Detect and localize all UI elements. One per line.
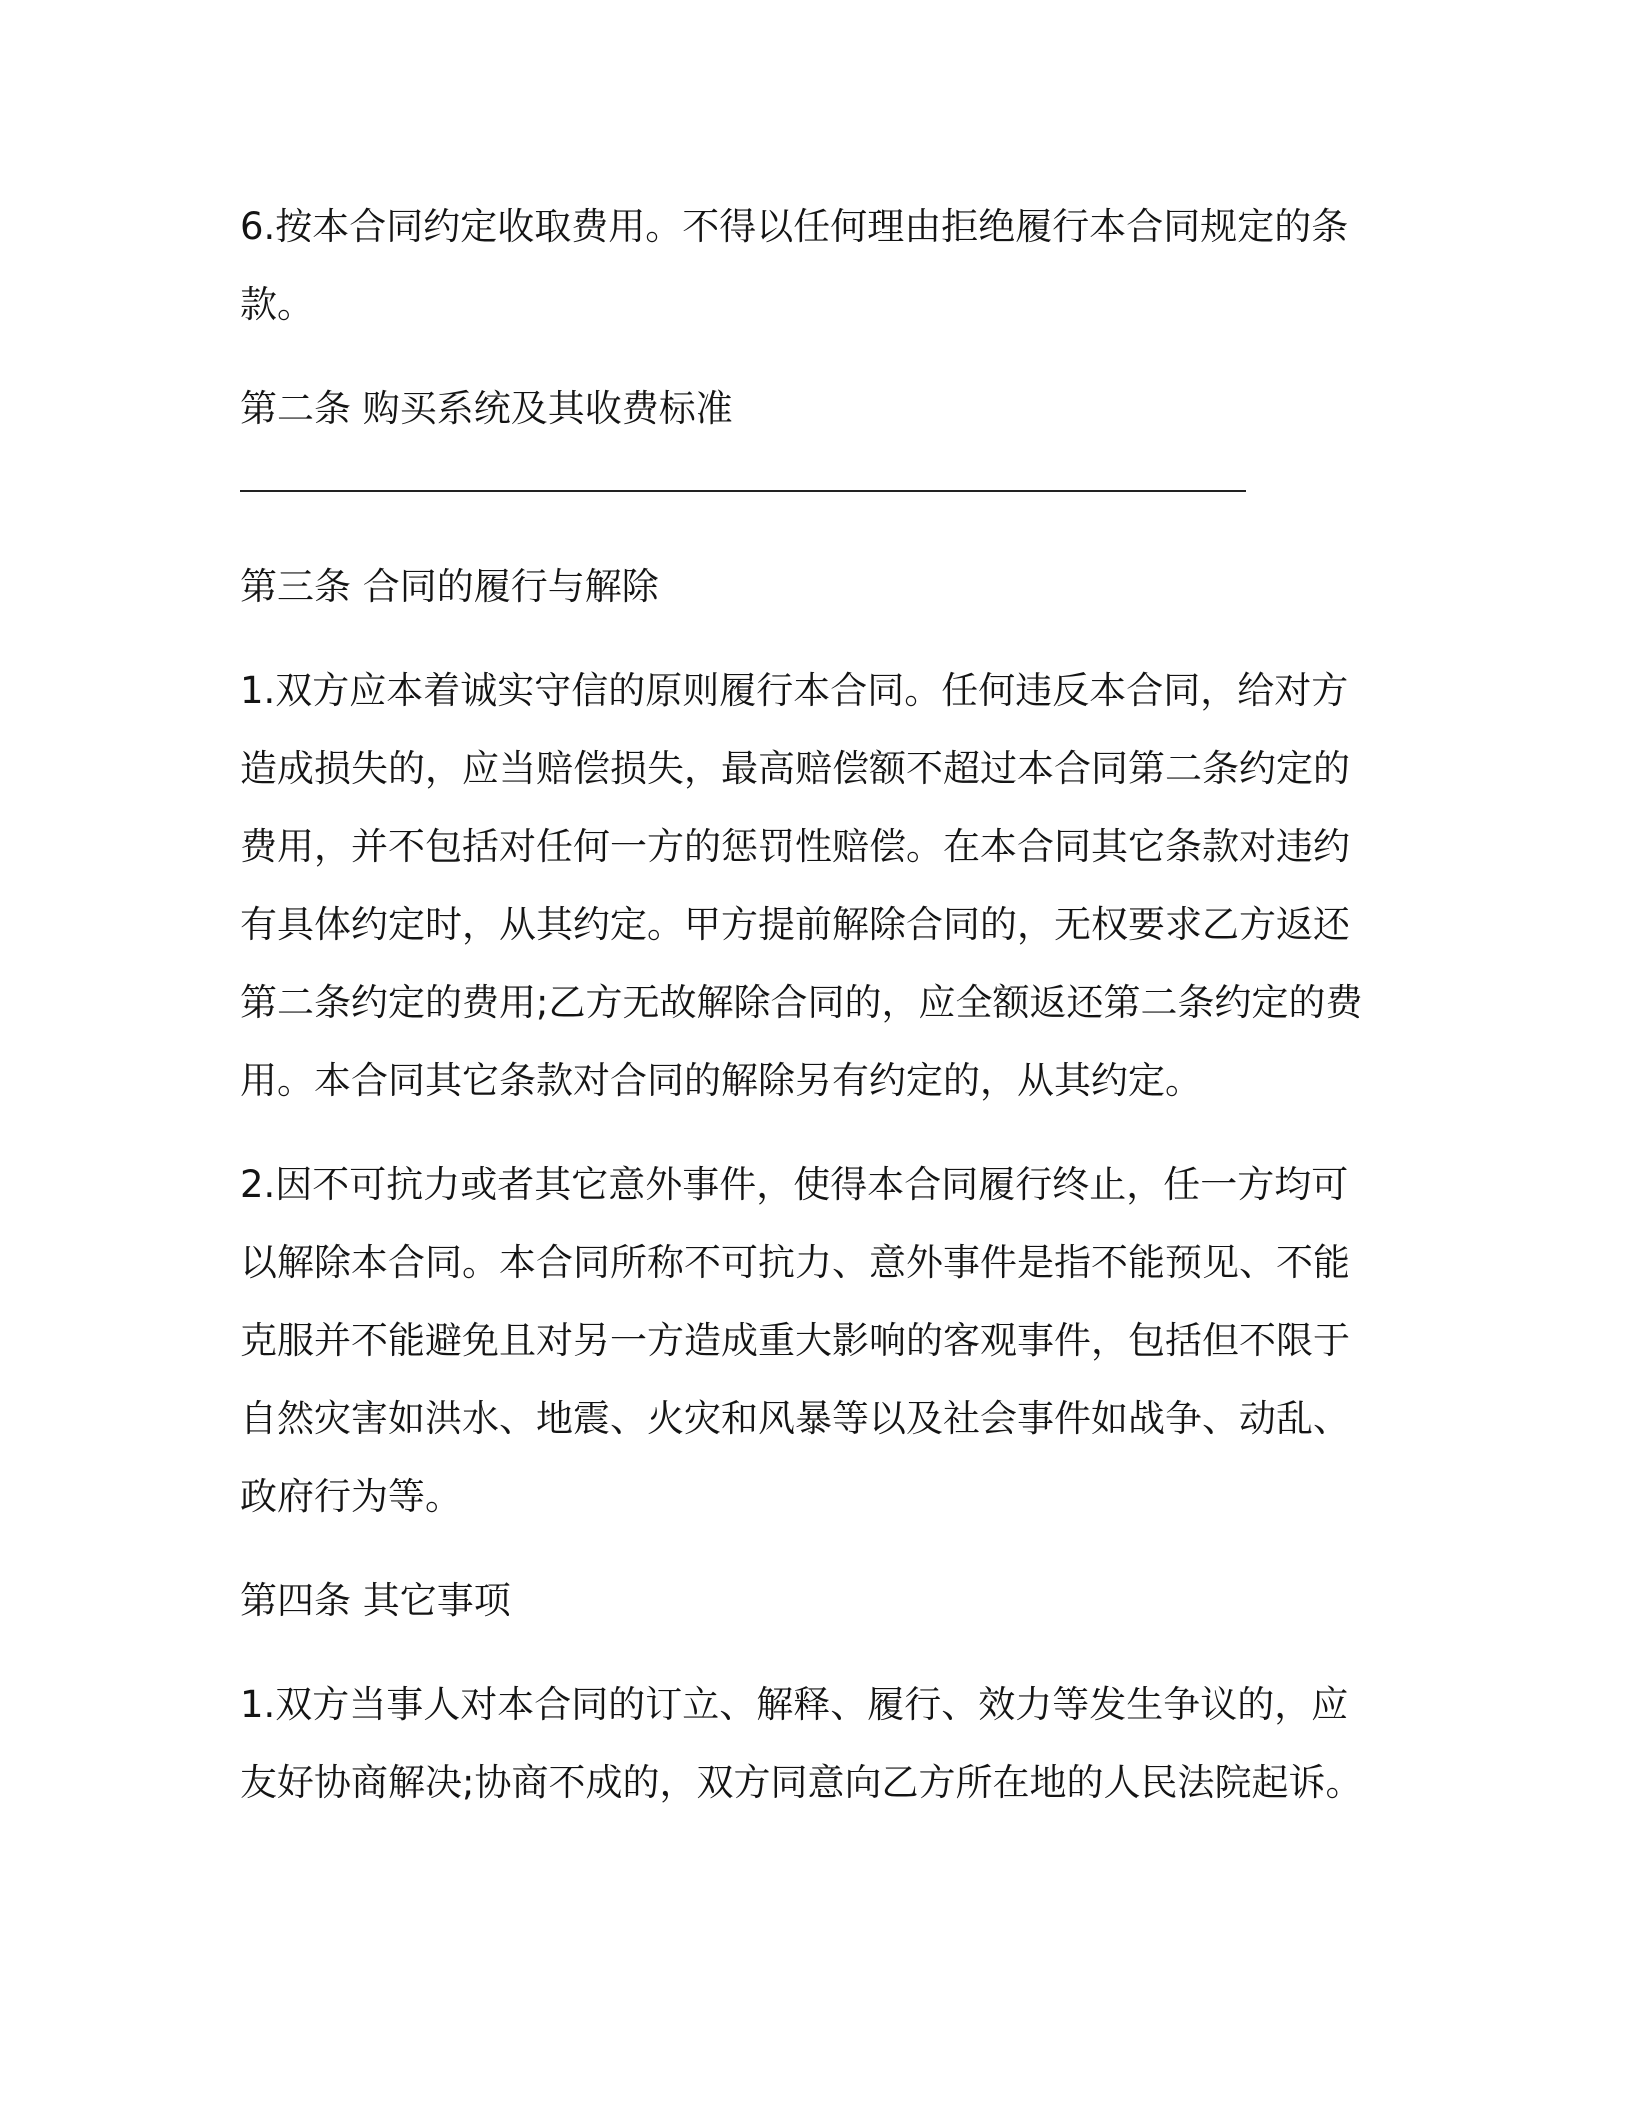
article-2-heading: 第二条 购买系统及其收费标准 [240, 387, 733, 430]
clause-6-paragraph: 6.按本合同约定收取费用。不得以任何理由拒绝履行本合同规定的条款。 [240, 205, 1349, 326]
article-4-item-1: 1.双方当事人对本合同的订立、解释、履行、效力等发生争议的，应友好协商解决;协商不成的，双方同意向乙方所在地的人民法院起诉。 [240, 1683, 1363, 1804]
article-3-heading: 第三条 合同的履行与解除 [240, 565, 659, 608]
fill-in-blank-line [240, 490, 1246, 492]
article-3-item-2: 2.因不可抗力或者其它意外事件，使得本合同履行终止，任一方均可以解除本合同。本合同所称不可抗力、意外事件是指不能预见、不能克服并不能避免且对另一方造成重大影响的客观事件，包括但不限于自然灾害如洪水、地震、火灾和风暴等以及社会事件如战争、动乱、政府行为等。 [240, 1163, 1350, 1518]
document-body [240, 188, 1380, 1848]
article-3-item-1: 1.双方应本着诚实守信的原则履行本合同。任何违反本合同，给对方造成损失的，应当赔偿损失，最高赔偿额不超过本合同第二条约定的费用，并不包括对任何一方的惩罚性赔偿。在本合同其它条款对违约有具体约定时，从其约定。甲方提前解除合同的，无权要求乙方返还第二条约定的费用;乙方无故解除合同的，应全额返还第二条约定的费用。本合同其它条款对合同的解除另有约定的，从其约定。 [240, 669, 1363, 1102]
article-4-heading: 第四条 其它事项 [240, 1579, 511, 1622]
